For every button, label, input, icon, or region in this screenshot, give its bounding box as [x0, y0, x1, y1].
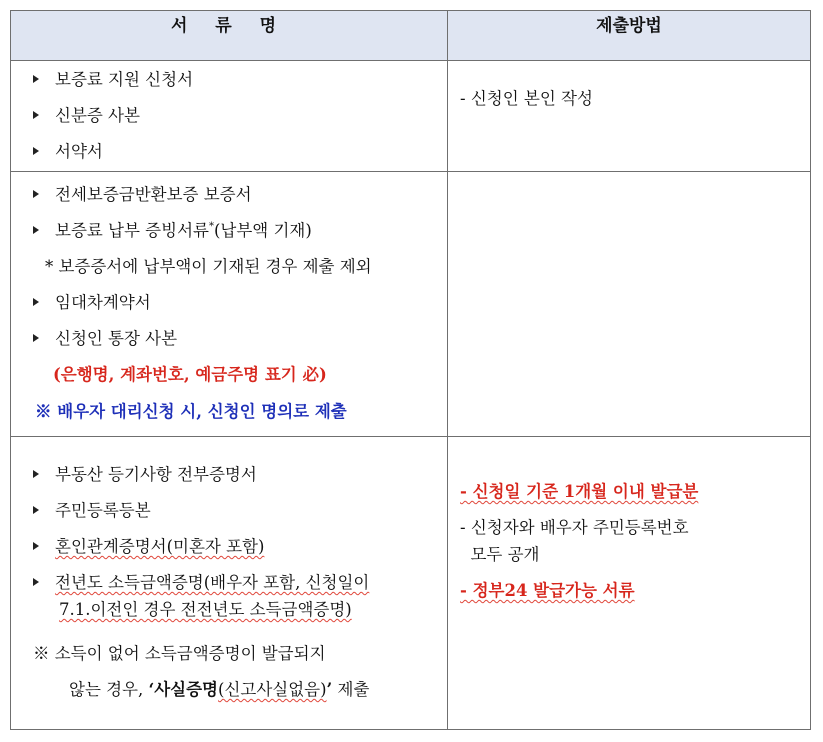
spouse-proxy-note: ※ 배우자 대리신청 시, 신청인 명의로 제출: [35, 402, 347, 421]
list-item: 신청인 통장 사본: [33, 328, 177, 350]
list-item-continuation: 7.1.이전인 경우 전전년도 소득금액증명): [59, 600, 352, 619]
header-submission-method: 제출방법: [448, 11, 811, 61]
method-text: - 신청인 본인 작성: [460, 89, 593, 108]
triangle-bullet-icon: [33, 506, 39, 514]
list-item: 주민등록등본: [33, 500, 151, 522]
issue-date-requirement: - 신청일 기준 1개월 이내 발급분: [460, 482, 699, 501]
note-text: ※ 소득이 없어 소득금액증명이 발급되지: [33, 644, 326, 663]
list-item: 서약서: [33, 141, 103, 163]
row2-documents: [11, 172, 448, 437]
note-continuation: 않는 경우, ‘사실증명(신고사실없음)’ 제출: [69, 680, 370, 699]
triangle-bullet-icon: [33, 75, 39, 83]
list-item: 보증료 납부 증빙서류*(납부액 기재): [33, 220, 312, 242]
table-row: [11, 172, 811, 437]
method-text: 모두 공개: [460, 545, 540, 564]
list-item: 임대차계약서: [33, 292, 151, 314]
triangle-bullet-icon: [33, 226, 39, 234]
triangle-bullet-icon: [33, 147, 39, 155]
row3-documents: [11, 437, 448, 730]
header-row: [11, 11, 811, 61]
triangle-bullet-icon: [33, 578, 39, 586]
gov24-note: - 정부24 발급가능 서류: [460, 581, 635, 600]
bank-info-note: (은행명, 계좌번호, 예금주명 표기 必): [53, 365, 327, 384]
list-item: 보증료 지원 신청서: [33, 69, 193, 91]
list-item: 전세보증금반환보증 보증서: [33, 184, 252, 206]
list-item: 전년도 소득금액증명(배우자 포함, 신청일이: [33, 572, 369, 594]
note-text: * 보증증서에 납부액이 기재된 경우 제출 제외: [45, 257, 372, 276]
triangle-bullet-icon: [33, 334, 39, 342]
list-item: 부동산 등기사항 전부증명서: [33, 464, 257, 486]
triangle-bullet-icon: [33, 298, 39, 306]
row3-method: [448, 437, 811, 730]
header-document-name: 서 류 명: [11, 11, 448, 61]
triangle-bullet-icon: [33, 470, 39, 478]
row2-method: [448, 172, 811, 437]
documents-table: [10, 10, 811, 730]
row1-method: [448, 61, 811, 172]
triangle-bullet-icon: [33, 190, 39, 198]
row1-documents: [11, 61, 448, 172]
triangle-bullet-icon: [33, 111, 39, 119]
list-item: 혼인관계증명서(미혼자 포함): [33, 536, 264, 558]
triangle-bullet-icon: [33, 542, 39, 550]
table-row: [11, 437, 811, 730]
list-item: 신분증 사본: [33, 105, 140, 127]
method-text: - 신청자와 배우자 주민등록번호: [460, 518, 689, 537]
table-row: [11, 61, 811, 172]
